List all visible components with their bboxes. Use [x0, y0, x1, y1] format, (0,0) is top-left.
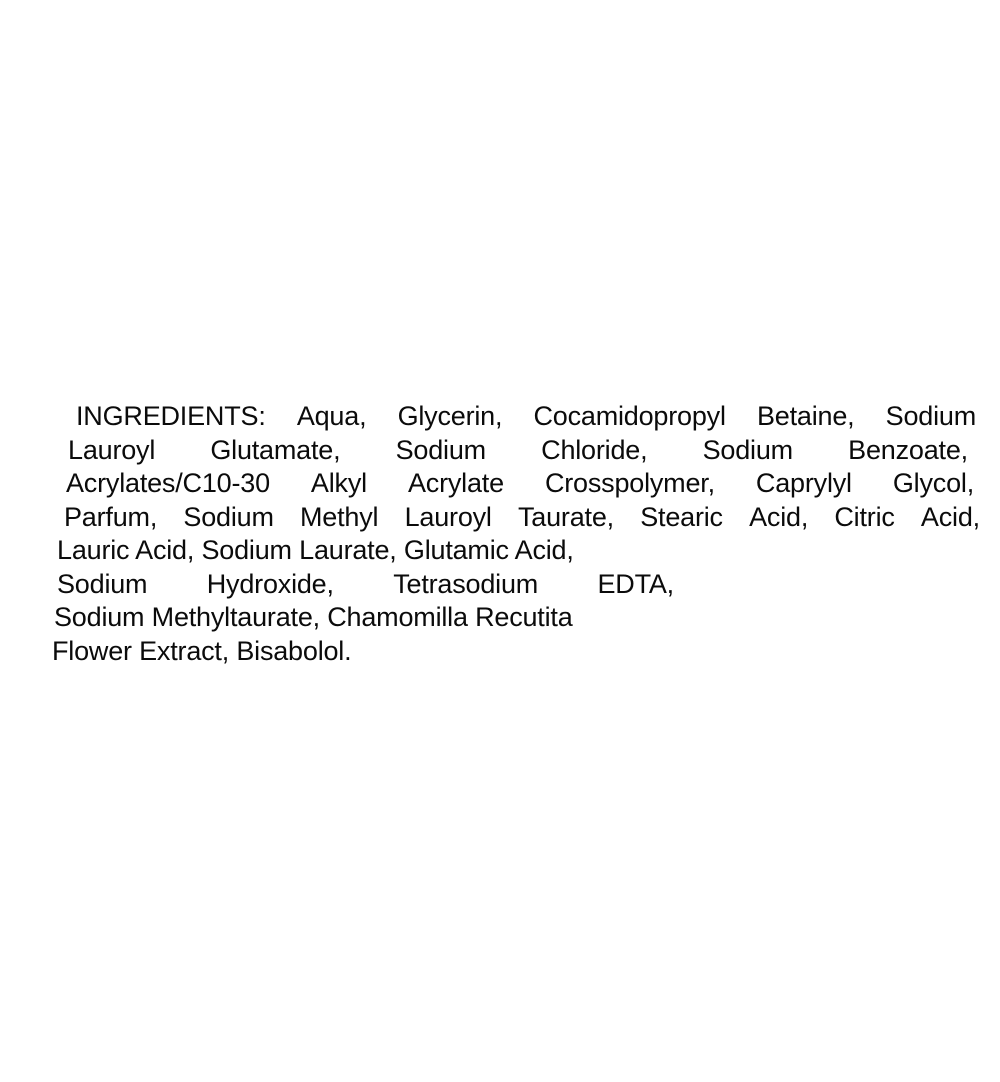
ingredients-word: Glutamate,: [210, 434, 341, 465]
ingredients-word: Betaine,: [756, 401, 855, 431]
ingredients-word: Glycol,: [892, 468, 974, 498]
ingredients-word: Methyl: [300, 501, 379, 532]
ingredients-word: Taurate,: [517, 501, 614, 532]
ingredients-word: Sodium: [57, 568, 148, 599]
ingredients-word: Caprylyl: [755, 468, 852, 498]
ingredients-word: Alkyl: [310, 468, 367, 498]
ingredients-word: Acid,: [749, 501, 809, 532]
ingredients-line-1: [52, 400, 976, 434]
ingredients-line-6: [52, 568, 674, 602]
ingredients-word: Aqua,: [296, 401, 367, 431]
ingredients-line-4: [52, 501, 980, 535]
ingredients-word: Sodium: [183, 501, 274, 532]
ingredients-word: Sodium: [885, 401, 976, 431]
ingredients-word: Sodium: [395, 434, 486, 465]
ingredients-word: Acrylates/C10-30: [66, 468, 270, 498]
ingredients-word: Glycerin,: [397, 401, 503, 431]
ingredients-line-5: Lauric Acid, Sodium Laurate, Glutamic Acid,: [57, 535, 574, 565]
ingredients-word: Tetrasodium: [393, 568, 539, 599]
ingredients-word: Cocamidopropyl: [533, 401, 726, 431]
ingredients-word: INGREDIENTS:: [76, 401, 266, 431]
ingredients-word: Lauroyl: [404, 501, 492, 532]
ingredients-word: Parfum,: [64, 501, 158, 532]
ingredients-line-2: [52, 434, 968, 468]
ingredients-word: Lauroyl: [68, 434, 156, 465]
ingredients-word: EDTA,: [597, 568, 674, 599]
ingredients-word: Citric: [834, 501, 895, 532]
ingredients-word: Sodium: [702, 434, 793, 465]
ingredients-word: Acid,: [920, 501, 980, 532]
ingredients-word: Hydroxide,: [206, 568, 334, 599]
ingredients-line-3: [52, 467, 974, 501]
ingredients-line-8: Flower Extract, Bisabolol.: [52, 635, 352, 666]
ingredients-line-7: Sodium Methyltaurate, Chamomilla Recutita: [54, 602, 573, 632]
ingredients-word: Stearic: [640, 501, 723, 532]
ingredients-word: Chloride,: [541, 434, 648, 465]
ingredients-panel: [52, 400, 980, 668]
ingredients-word: Acrylate: [407, 468, 504, 498]
ingredients-word: Benzoate,: [848, 434, 968, 465]
ingredients-word: Crosspolymer,: [544, 468, 715, 498]
